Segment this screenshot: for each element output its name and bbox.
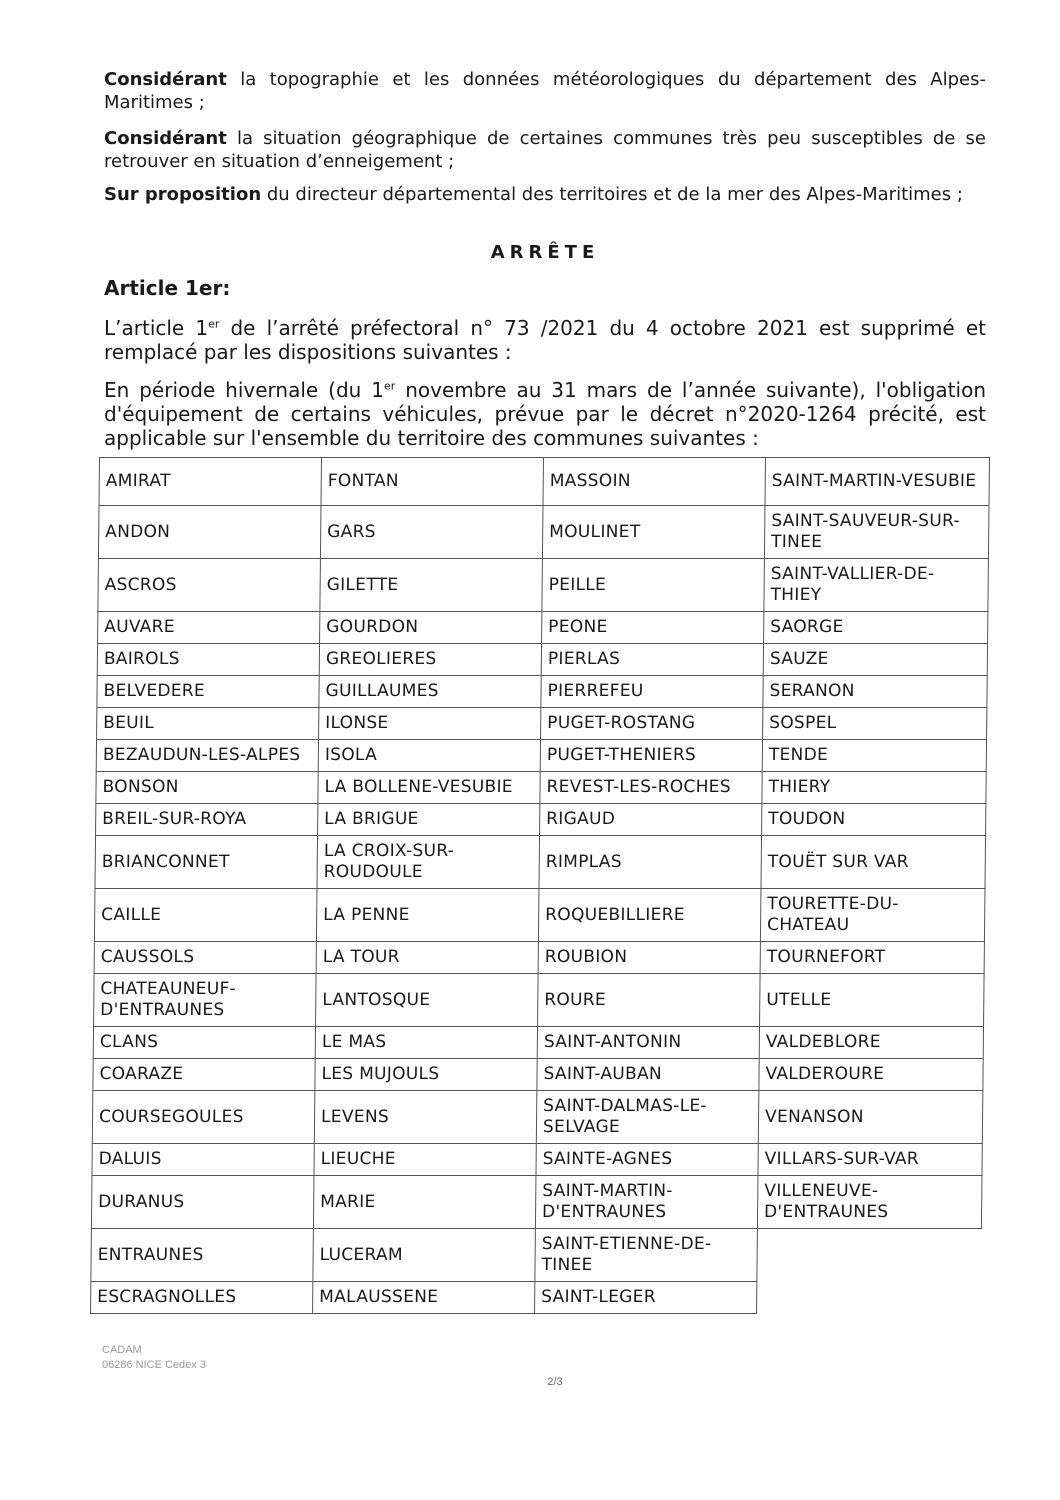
commune-cell: LEVENS (314, 1091, 537, 1144)
commune-cell: SAINT-MARTIN-VESUBIE (765, 458, 990, 506)
table-row (96, 740, 986, 772)
superscript: er (383, 379, 396, 393)
commune-cell: SAINT-AUBAN (537, 1059, 759, 1091)
commune-cell: BRIANCONNET (95, 836, 318, 889)
commune-cell: MASSOIN (543, 458, 766, 506)
consideration-lead: Considérant (104, 69, 227, 90)
table-row (93, 1027, 983, 1059)
table-row (92, 1144, 982, 1176)
article-text: novembre au 31 mars de l’année suivante), l'obligation d'équipement de certains véhicules, prévue par le décret n°2020-1264 précité, est applicable sur l'ensemble du territoire des communes suivantes : (104, 378, 986, 450)
commune-cell: ILONSE (319, 708, 541, 740)
commune-cell: RIMPLAS (539, 836, 762, 889)
commune-cell: COURSEGOULES (92, 1091, 315, 1144)
commune-cell: RIGAUD (540, 804, 762, 836)
proposition-text: du directeur départemental des territoires et de la mer des Alpes-Maritimes ; (261, 184, 963, 205)
consideration-lead: Considérant (104, 128, 227, 149)
commune-cell: BEZAUDUN-LES-ALPES (96, 740, 318, 772)
commune-cell: ROURE (538, 974, 761, 1027)
commune-cell: LIEUCHE (314, 1144, 536, 1176)
commune-cell: VALDEBLORE (759, 1027, 983, 1059)
commune-cell: MOULINET (542, 506, 765, 559)
commune-cell: UTELLE (760, 974, 985, 1027)
table-row (97, 644, 987, 676)
table-row (94, 889, 985, 942)
commune-cell: LANTOSQUE (316, 974, 539, 1027)
commune-cell: LUCERAM (313, 1229, 536, 1282)
commune-cell: MALAUSSENE (313, 1282, 535, 1314)
commune-cell: REVEST-LES-ROCHES (540, 772, 762, 804)
commune-cell: VENANSON (758, 1091, 983, 1144)
commune-cell: PEILLE (542, 559, 765, 612)
footer-address (102, 1343, 206, 1373)
commune-cell: PIERREFEU (541, 676, 763, 708)
superscript: er (208, 317, 220, 331)
commune-cell: CLANS (93, 1027, 315, 1059)
footer-line: CADAM (102, 1344, 142, 1356)
consideration-paragraph (104, 127, 986, 173)
communes-table-container (90, 457, 989, 1307)
empty-cell (757, 1229, 982, 1282)
table-row (96, 804, 986, 836)
commune-cell: PUGET-THENIERS (540, 740, 762, 772)
commune-cell: BELVEDERE (97, 676, 319, 708)
commune-cell: GARS (320, 506, 543, 559)
commune-cell: BAIROLS (97, 644, 319, 676)
article-text: de l’arrêté préfectoral n° 73 /2021 du 4 octobre 2021 est supprimé et remplacé par les dispositions suivantes : (104, 316, 986, 364)
consideration-paragraph (104, 68, 986, 114)
commune-cell: CAUSSOLS (94, 942, 316, 974)
table-row (97, 708, 987, 740)
commune-cell: SAUZE (763, 644, 987, 676)
commune-cell: SAINT-LEGER (535, 1282, 757, 1314)
footer-line: 06286 NICE Cedex 3 (102, 1359, 206, 1371)
commune-cell: GILETTE (320, 559, 543, 612)
commune-cell: LA CROIX-SUR-ROUDOULE (317, 836, 540, 889)
commune-cell: PUGET-ROSTANG (541, 708, 763, 740)
commune-cell: GREOLIERES (319, 644, 541, 676)
commune-cell: CAILLE (94, 889, 317, 942)
article-paragraph (104, 378, 986, 450)
table-row (91, 1229, 982, 1282)
commune-cell: SAORGE (764, 612, 988, 644)
commune-cell: SAINT-ANTONIN (537, 1027, 759, 1059)
commune-cell: FONTAN (321, 458, 544, 506)
commune-cell: LA PENNE (316, 889, 539, 942)
table-row (94, 942, 984, 974)
commune-cell: MARIE (313, 1176, 536, 1229)
article-heading: Article 1er: (104, 276, 231, 300)
commune-cell: PEONE (542, 612, 764, 644)
commune-cell: CHATEAUNEUF-D'ENTRAUNES (94, 974, 317, 1027)
commune-cell: SAINT-SAUVEUR-SUR-TINEE (764, 506, 989, 559)
commune-cell: TENDE (762, 740, 986, 772)
table-row (92, 1091, 983, 1144)
commune-cell: ISOLA (318, 740, 540, 772)
commune-cell: SOSPEL (763, 708, 987, 740)
commune-cell: LE MAS (315, 1027, 537, 1059)
table-row (99, 458, 990, 506)
commune-cell: AUVARE (98, 612, 320, 644)
consideration-text: la topographie et les données météorologiques du département des Alpes-Maritimes ; (104, 69, 986, 113)
commune-cell: SAINT-VALLIER-DE-THIEY (764, 559, 989, 612)
commune-cell: TOURETTE-DU-CHATEAU (760, 889, 985, 942)
commune-cell: BONSON (96, 772, 318, 804)
commune-cell: THIERY (762, 772, 986, 804)
table-row (98, 506, 989, 559)
commune-cell: VILLARS-SUR-VAR (758, 1144, 982, 1176)
decree-title: ARRÊTE (490, 242, 600, 263)
commune-cell: COARAZE (93, 1059, 315, 1091)
table-row (96, 772, 986, 804)
commune-cell: ANDON (98, 506, 321, 559)
commune-cell: ESCRAGNOLLES (91, 1282, 313, 1314)
article-paragraph (104, 316, 986, 364)
commune-cell: SAINTE-AGNES (536, 1144, 758, 1176)
commune-cell: VALDEROURE (759, 1059, 983, 1091)
table-row (91, 1176, 982, 1229)
commune-cell: PIERLAS (541, 644, 763, 676)
table-row (97, 676, 987, 708)
proposition-lead: Sur proposition (104, 184, 262, 205)
communes-table (90, 457, 990, 1314)
consideration-text: la situation géographique de certaines communes très peu susceptibles de se retrouver en situation d’enneigement ; (104, 128, 986, 172)
commune-cell: LA BRIGUE (318, 804, 540, 836)
table-row (93, 1059, 983, 1091)
commune-cell: SAINT-MARTIN-D'ENTRAUNES (535, 1176, 758, 1229)
commune-cell: LA BOLLENE-VESUBIE (318, 772, 540, 804)
commune-cell: VILLENEUVE-D'ENTRAUNES (757, 1176, 982, 1229)
table-row (98, 559, 989, 612)
empty-cell (757, 1282, 981, 1314)
commune-cell: SERANON (763, 676, 987, 708)
commune-cell: BREIL-SUR-ROYA (96, 804, 318, 836)
commune-cell: TOURNEFORT (760, 942, 984, 974)
commune-cell: LES MUJOULS (315, 1059, 537, 1091)
article-text: L’article 1 (104, 316, 209, 340)
table-row (94, 974, 985, 1027)
commune-cell: ASCROS (98, 559, 321, 612)
article-text: En période hivernale (du 1 (104, 378, 384, 402)
commune-cell: LA TOUR (316, 942, 538, 974)
commune-cell: SAINT-ETIENNE-DE-TINEE (535, 1229, 758, 1282)
commune-cell: DALUIS (92, 1144, 314, 1176)
commune-cell: AMIRAT (99, 458, 322, 506)
commune-cell: DURANUS (91, 1176, 314, 1229)
page-number: 2/3 (547, 1376, 563, 1388)
commune-cell: ENTRAUNES (91, 1229, 314, 1282)
commune-cell: GOURDON (320, 612, 542, 644)
commune-cell: BEUIL (97, 708, 319, 740)
table-row (91, 1282, 981, 1314)
commune-cell: TOUËT SUR VAR (761, 836, 986, 889)
table-row (98, 612, 988, 644)
table-row (95, 836, 986, 889)
proposition-paragraph (104, 183, 986, 206)
commune-cell: ROQUEBILLIERE (538, 889, 761, 942)
commune-cell: GUILLAUMES (319, 676, 541, 708)
commune-cell: ROUBION (538, 942, 760, 974)
commune-cell: TOUDON (762, 804, 986, 836)
commune-cell: SAINT-DALMAS-LE-SELVAGE (536, 1091, 759, 1144)
